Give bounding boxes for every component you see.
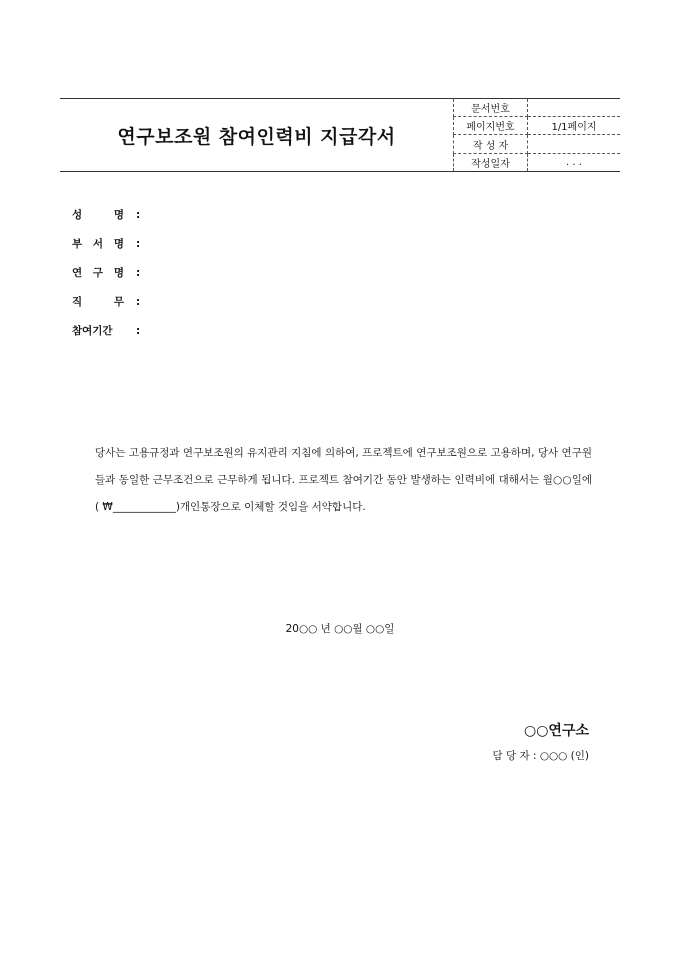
pledge-paragraph: 당사는 고용규정과 연구보조원의 유지관리 지침에 의하여, 프로젝트에 연구보조원으로 고용하며, 당사 연구원들과 동일한 근무조건으로 근무하게 됩니다. 프로젝트 참여기간 동안 발생하는 인력비에 대해서는 월○○일에 ( ₩____________)개인통장으로 이체할 것임을 서약합니다. [95,447,592,513]
organization-name: ○○연구소 [523,723,589,739]
field-name [72,200,140,229]
meta-value: 1/1페이지 [528,117,621,135]
meta-value [528,135,621,153]
pledge-date: 20○○ 년 ○○월 ○○일 [285,623,395,635]
field-colon: : [136,324,141,337]
field-period [72,316,140,345]
field-department [72,229,140,258]
applicant-fields [72,200,140,345]
document-header [60,98,620,172]
field-duty [72,287,140,316]
field-colon: : [136,295,141,308]
meta-row [454,135,621,153]
meta-value: . . . [566,156,582,168]
field-research-name [72,258,140,287]
meta-label: 문서번호 [454,99,528,117]
field-colon: : [136,266,141,279]
document-title: 연구보조원 참여인력비 지급각서 [117,125,396,148]
meta-label: 작 성 자 [454,135,528,153]
field-label: 성 명 [72,209,124,221]
meta-label: 페이지번호 [454,117,528,135]
meta-label: 작성일자 [454,153,528,171]
meta-row [454,117,621,135]
field-colon: : [136,208,141,221]
field-label: 직 무 [72,296,124,308]
manager-signature-line: 담 당 자 : ○○○ (인) [492,750,589,762]
field-label: 참여기간 [72,325,113,337]
meta-row [454,99,621,117]
meta-row [454,153,621,171]
field-label: 부 서 명 [72,238,124,250]
field-colon: : [136,237,141,250]
field-label: 연 구 명 [72,267,124,279]
document-meta-table [453,99,620,171]
meta-value [528,99,621,117]
